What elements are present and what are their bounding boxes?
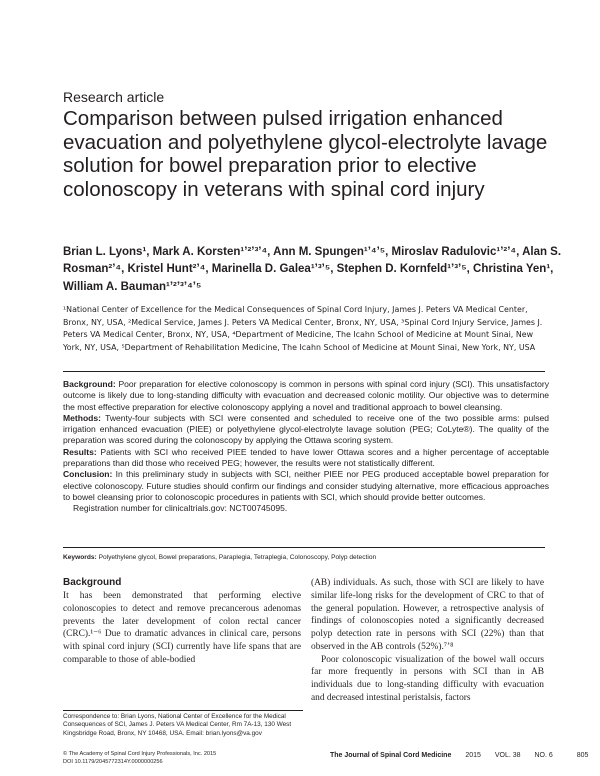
journal-volume: VOL. 38 xyxy=(494,752,521,759)
abstract-methods-text: Twenty-four subjects with SCI were consented and scheduled to receive one of the two possible arms: pulsed irrigation enhanced evacuation (PIEE) or polyethylene glycol-electrolyte lavage solution (PEG; CoLyte®). The quality of the preparation was scored during the colonoscopy by applying the Ottawa scoring system. xyxy=(63,412,549,446)
footnote-rule xyxy=(63,710,303,711)
journal-issue: NO. 6 xyxy=(534,752,553,759)
abstract-background-text: Poor preparation for elective colonoscopy is common in persons with spinal cord injury (SCI). This unsatisfactory outcome is likely due to long-standing difficulty with evacuation and decreased colonic motility. Our objective was to determine the most effective preparation for elective colonoscopy applying a novel and traditional approach to bowel cleansing. xyxy=(63,379,550,412)
abstract-bottom-rule xyxy=(63,547,545,548)
abstract-results-label: Results: xyxy=(63,446,97,457)
copyright-line: © The Academy of Spinal Cord Injury Professionals, Inc. 2015 xyxy=(63,751,217,757)
body-paragraph: Poor colonoscopic visualization of the bowel wall occurs far more frequently in persons with SCI than in AB individuals due to long-standing difficulty with evacuation and decreased intestinal peristalsis, factors xyxy=(311,654,544,703)
journal-name: The Journal of Spinal Cord Medicine xyxy=(330,752,452,759)
page-number: 805 xyxy=(576,752,589,759)
abstract-conclusion-text: In this preliminary study in subjects with SCI, neither PIEE nor PEG produced acceptable bowel preparation for elective colonoscopy. Future studies should confirm our findings and consider studying alternative, more efficacious approaches to bowel cleansing prior to colonoscopic procedures in patients with SCI, which should provide better outcomes. xyxy=(63,469,550,502)
abstract-results xyxy=(63,447,549,470)
body-paragraph: (AB) individuals. As such, those with SCI are likely to have similar life-long risks for the development of CRC to that of the general population. However, a retrospective analysis of findings of colonoscopies noted a significantly decreased polyp detection rate in persons with SCI (22%) than that observed in the AB controls (52%).⁷ʼ⁸ xyxy=(311,578,544,652)
abstract-methods-label: Methods: xyxy=(63,412,101,423)
abstract-background xyxy=(63,379,549,413)
abstract-background-label: Background: xyxy=(63,379,116,389)
abstract-results-text: Patients with SCI who received PIEE tended to have lower Ottawa scores and a higher percentage of acceptable preparations than did those who received PEG; however, the results were not statistically different. xyxy=(63,446,549,469)
abstract-methods xyxy=(63,413,549,447)
abstract xyxy=(63,379,549,515)
abstract-top-rule xyxy=(63,371,545,372)
abstract-conclusion xyxy=(63,469,549,503)
author-list: Brian L. Lyons¹, Mark A. Korsten¹ʼ²ʼ³ʼ⁴, Ann M. Spungen¹ʼ⁴ʼ⁵, Miroslav Radulovic¹ʼ²ʼ⁴, Alan S. Rosman²ʼ⁴, Kristel Hunt²ʼ⁴, Marinella D. Galea¹ʼ³ʼ⁵, Stephen D. Kornfeld¹ʼ³ʼ⁵, Christina Yen¹, William A. Bauman¹ʼ²ʼ³ʼ⁴ʼ⁵ xyxy=(63,246,562,293)
running-footer xyxy=(330,752,588,759)
keywords-text: Polyethylene glycol, Bowel preparations, Paraplegia, Tetraplegia, Colonoscopy, Polyp detection xyxy=(98,554,377,561)
abstract-conclusion-label: Conclusion: xyxy=(63,469,113,480)
article-type: Research article xyxy=(63,89,165,105)
correspondence-note: Correspondence to: Brian Lyons, National Center of Excellence for the Medical Consequences of SCI, James J. Peters VA Medical Center, Rm 7A-13, 130 West Kingsbridge Road, Bronx, NY 10468, USA. Email: brian.lyons@va.gov xyxy=(63,713,292,737)
body-column-right xyxy=(311,577,544,705)
doi-line: DOI 10.1179/2045772314Y.0000000256 xyxy=(63,758,163,765)
footer-left xyxy=(63,751,216,766)
journal-year: 2015 xyxy=(465,752,481,759)
section-heading-background: Background xyxy=(63,577,122,588)
registration-number: Registration number for clinicaltrials.gov: NCT00745095. xyxy=(73,503,288,514)
keywords-label: Keywords: xyxy=(63,554,97,561)
article-title: Comparison between pulsed irrigation enhanced evacuation and polyethylene glycol-electrolyte lavage solution for bowel preparation prior to elective colonoscopy in veterans with spinal cord injury xyxy=(63,107,548,201)
body-paragraph: It has been demonstrated that performing elective colonoscopies to detect and remove precancerous adenomas prevents the later development of colon rectal cancer (CRC).¹⁻⁶ Due to dramatic advances in clinical care, persons with spinal cord injury (SCI) currently have life spans that are comparable to those of able-bodied xyxy=(63,591,301,665)
keywords xyxy=(63,554,553,561)
body-column-left xyxy=(63,576,301,667)
affiliations: ¹National Center of Excellence for the Medical Consequences of Spinal Cord Injury, James J. Peters VA Medical Center, Bronx, NY, USA, ²Medical Service, James J. Peters VA Medical Center, Bronx, NY, USA, ³Spinal Cord Injury Service, James J. Peters VA Medical Center, Bronx, NY, USA, ⁴Department of Medicine, The Icahn School of Medicine at Mount Sinai, New York, NY, USA, ⁵Department of Rehabilitation Medicine, The Icahn School of Medicine at Mount Sinai, New York, NY, USA xyxy=(63,305,543,352)
